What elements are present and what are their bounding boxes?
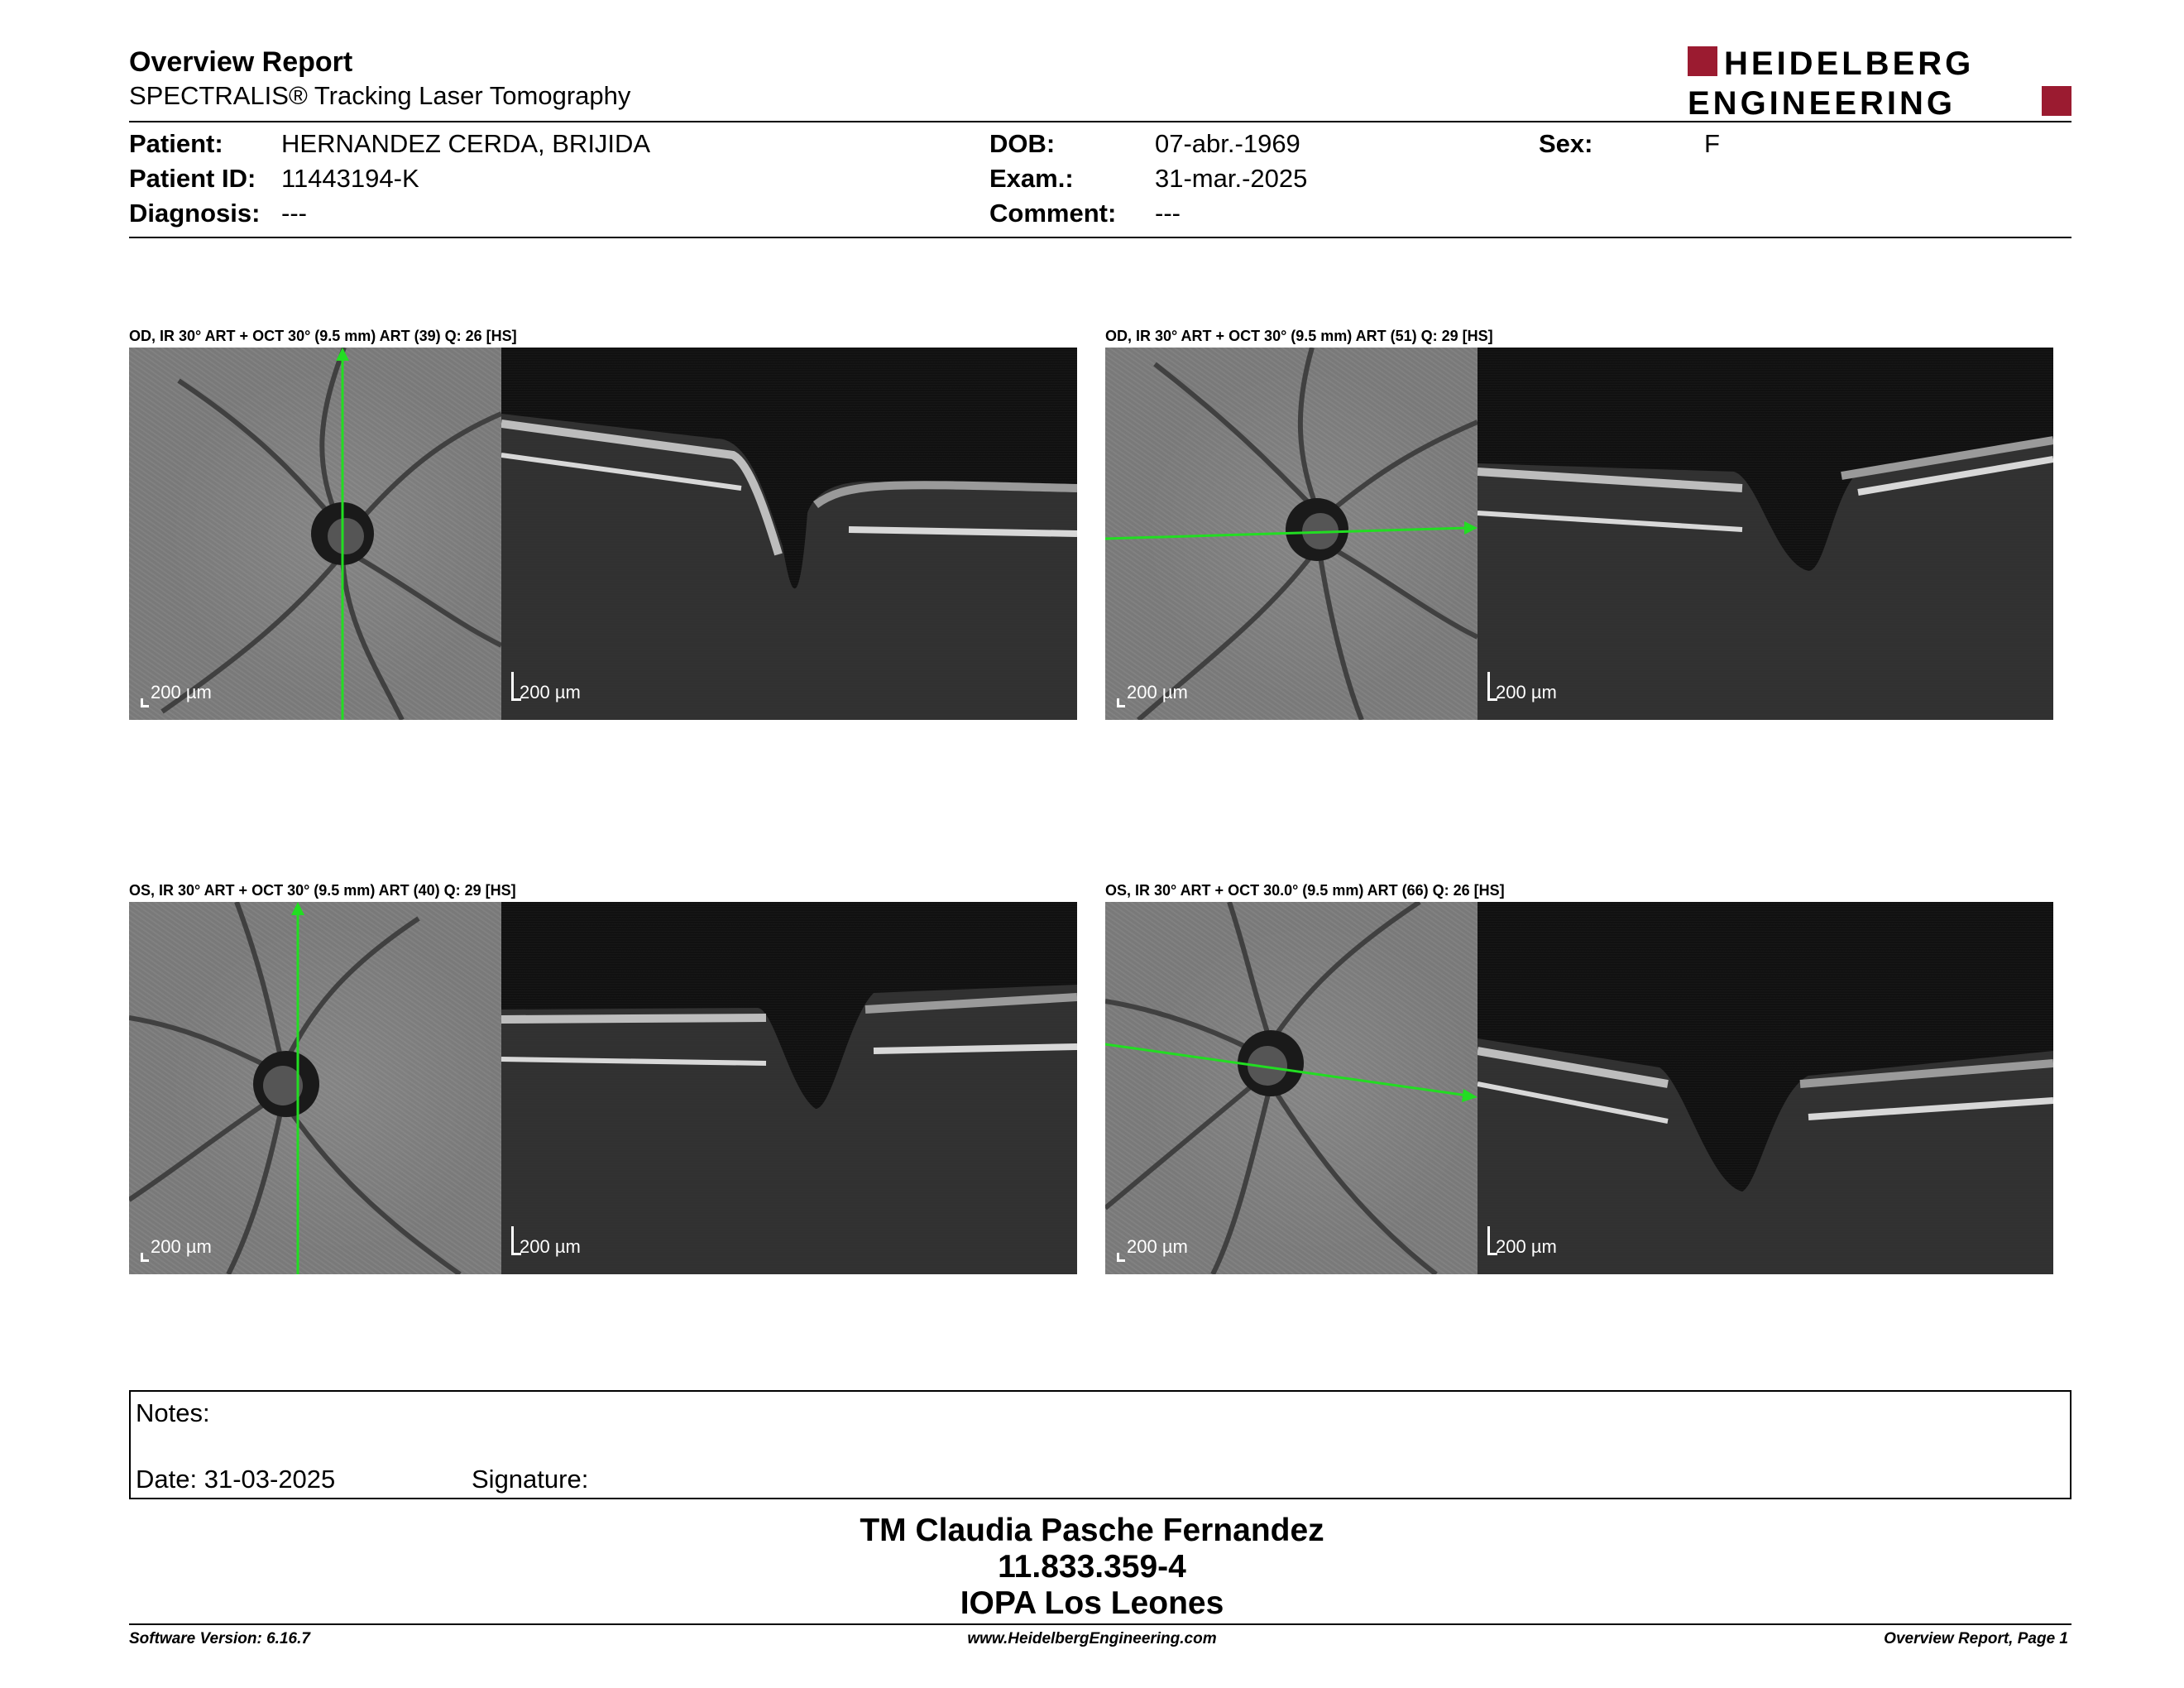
oct-scale-label: 200 µm (1496, 682, 1557, 703)
ir-fundus-image[interactable] (1105, 902, 1478, 1274)
footer-divider (129, 1623, 2071, 1625)
ir-fundus-image[interactable] (1105, 348, 1478, 720)
institution-name: IOPA Los Leones (960, 1585, 1224, 1621)
notes-box[interactable] (129, 1390, 2071, 1499)
exam-date: 31-mar.-2025 (1155, 164, 1308, 193)
patient-id-label: Patient ID: (129, 164, 256, 193)
diagnosis-label: Diagnosis: (129, 199, 261, 228)
fundus-drawing (129, 348, 501, 720)
fundus-drawing (129, 902, 501, 1274)
signature-label: Signature: (472, 1465, 589, 1494)
oct-drawing (1478, 348, 2053, 720)
oct-bscan-image[interactable] (1478, 348, 2053, 720)
patient-label: Patient: (129, 129, 223, 158)
examiner-id: 11.833.359-4 (998, 1549, 1186, 1585)
dob-value: 07-abr.-1969 (1155, 129, 1300, 158)
fundus-drawing (1105, 902, 1478, 1274)
exam-label: Exam.: (989, 164, 1074, 193)
fundus-drawing (1105, 348, 1478, 720)
header-divider (129, 121, 2071, 122)
oct-scale-label: 200 µm (520, 1236, 581, 1257)
oct-bscan-image[interactable] (1478, 902, 2053, 1274)
website-link[interactable]: www.HeidelbergEngineering.com (967, 1630, 1217, 1647)
sex-value: F (1704, 129, 1720, 158)
svg-text:ENGINEERING: ENGINEERING (1688, 85, 1956, 119)
ir-scale-label: 200 µm (1127, 682, 1188, 703)
report-subtitle: SPECTRALIS® Tracking Laser Tomography (129, 81, 631, 110)
scan-caption: OS, IR 30° ART + OCT 30.0° (9.5 mm) ART (66) Q: 26 [HS] (1105, 882, 1505, 899)
dob-label: DOB: (989, 129, 1056, 158)
sex-label: Sex: (1539, 129, 1593, 158)
heidelberg-logo (1688, 43, 2071, 119)
software-version: Software Version: 6.16.7 (129, 1630, 310, 1647)
svg-text:HEIDELBERG: HEIDELBERG (1724, 46, 1975, 82)
patient-divider (129, 237, 2071, 238)
patient-id: 11443194-K (281, 164, 419, 193)
oct-bscan-image[interactable] (501, 902, 1077, 1274)
oct-drawing (1478, 902, 2053, 1274)
diagnosis-value: --- (281, 199, 307, 228)
oct-scale-label: 200 µm (520, 682, 581, 703)
oct-scale-label: 200 µm (1496, 1236, 1557, 1257)
ir-scale-label: 200 µm (151, 682, 212, 703)
ir-fundus-image[interactable] (129, 902, 501, 1274)
oct-drawing (501, 902, 1077, 1274)
examiner-name: TM Claudia Pasche Fernandez (860, 1513, 1324, 1548)
patient-name: HERNANDEZ CERDA, BRIJIDA (281, 129, 651, 158)
scan-caption: OS, IR 30° ART + OCT 30° (9.5 mm) ART (40) Q: 29 [HS] (129, 882, 516, 899)
ir-fundus-image[interactable] (129, 348, 501, 720)
ir-scale-label: 200 µm (151, 1236, 212, 1257)
notes-label: Notes: (136, 1398, 210, 1427)
date-label: Date: 31-03-2025 (136, 1465, 336, 1494)
oct-bscan-image[interactable] (501, 348, 1077, 720)
comment-label: Comment: (989, 199, 1117, 228)
page-indicator: Overview Report, Page 1 (1884, 1630, 2068, 1647)
scan-caption: OD, IR 30° ART + OCT 30° (9.5 mm) ART (51) Q: 29 [HS] (1105, 328, 1493, 344)
oct-drawing (501, 348, 1077, 720)
ir-scale-label: 200 µm (1127, 1236, 1188, 1257)
report-title: Overview Report (129, 46, 353, 78)
comment-value: --- (1155, 199, 1181, 228)
scan-caption: OD, IR 30° ART + OCT 30° (9.5 mm) ART (39) Q: 26 [HS] (129, 328, 517, 344)
